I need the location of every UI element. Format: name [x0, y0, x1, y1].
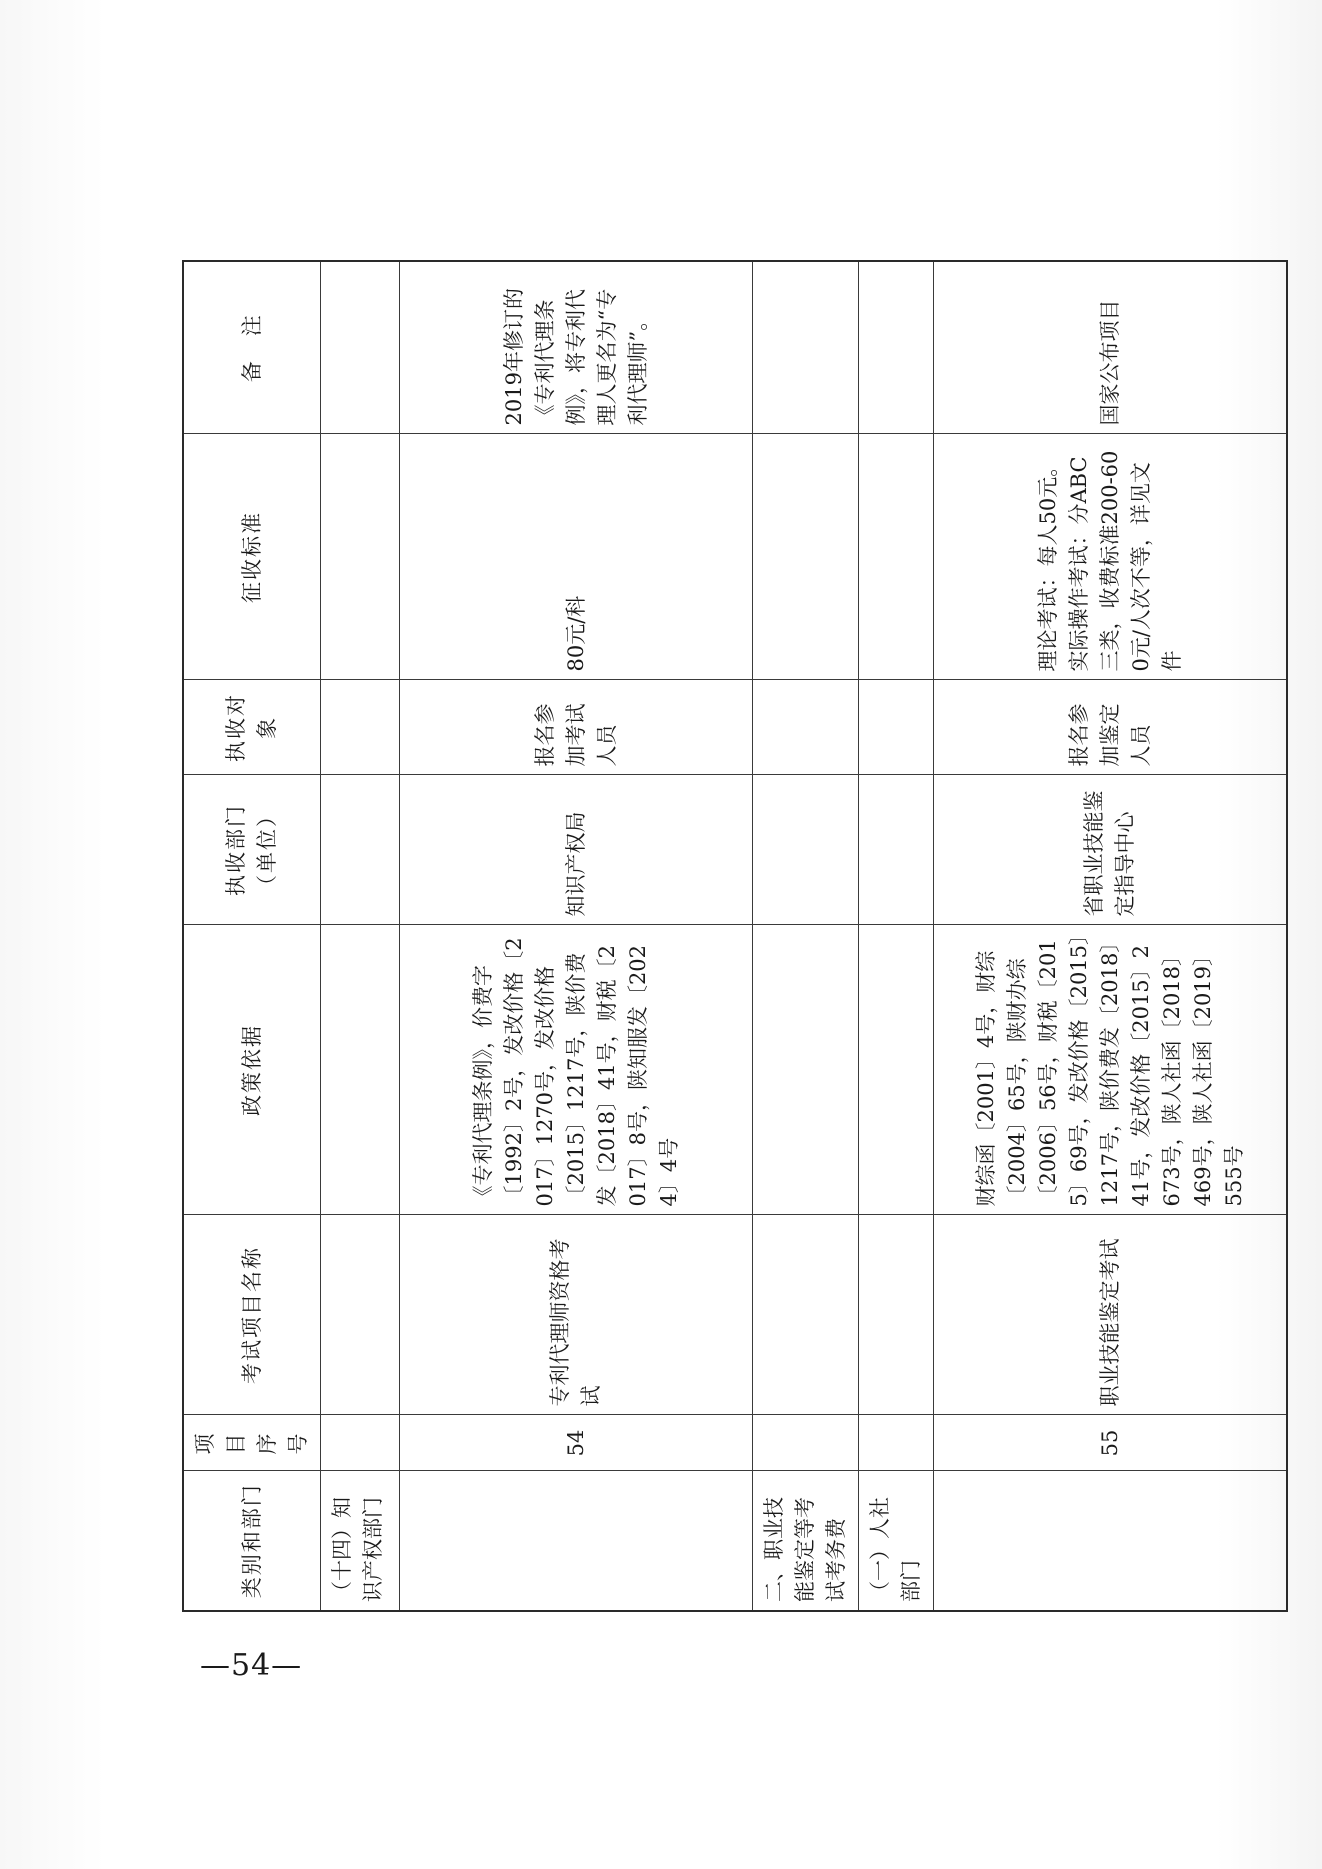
- cell-category: （十四）知识产权部门: [321, 1471, 400, 1611]
- cell-remark: 国家公布项目: [934, 261, 1288, 434]
- cell-dept: [321, 775, 400, 925]
- cell-remark: 2019年修订的《专利代理条例》，将专利代理人更名为“专利代理师”。: [400, 261, 753, 434]
- cell-exam-name: 专利代理师资格考试: [400, 1215, 753, 1415]
- cell-seq: [321, 1415, 400, 1471]
- cell-remark: [321, 261, 400, 434]
- fee-table-rotated: [182, 262, 1246, 1612]
- header-category: 类别和部门: [183, 1471, 321, 1611]
- cell-standard: [321, 434, 400, 680]
- cell-target: [753, 680, 859, 775]
- fee-table: [182, 260, 1288, 1612]
- cell-dept: 省职业技能鉴定指导中心: [934, 775, 1288, 925]
- cell-policy: [859, 925, 934, 1215]
- cell-dept: 知识产权局: [400, 775, 753, 925]
- cell-target: [859, 680, 934, 775]
- table-row: [859, 261, 934, 1611]
- table-row: [400, 261, 753, 1611]
- cell-standard: 80元/科: [400, 434, 753, 680]
- header-standard: 征收标准: [183, 434, 321, 680]
- cell-exam-name: 职业技能鉴定考试: [934, 1215, 1288, 1415]
- cell-category: （一）人社部门: [859, 1471, 934, 1611]
- header-target: 执收对象: [183, 680, 321, 775]
- cell-policy: 财综函〔2001〕4号，财综〔2004〕65号，陕财办综〔2006〕56号，财税〔2015〕69号，发改价格〔2015〕1217号，陕价费发〔2018〕41号，发改价格〔2015〕2673号，陕人社函〔2018〕469号，陕人社函〔2019〕555号: [934, 925, 1288, 1215]
- cell-standard: 理论考试：每人50元。实际操作考试：分ABC三类，收费标准200-600元/人次不等，详见文件: [934, 434, 1288, 680]
- table-row: [934, 261, 1288, 1611]
- header-seq: 项目序号: [183, 1415, 321, 1471]
- cell-seq: [859, 1415, 934, 1471]
- table-header-row: [183, 261, 321, 1611]
- cell-target: 报名参加鉴定人员: [934, 680, 1288, 775]
- cell-standard: [859, 434, 934, 680]
- cell-dept: [753, 775, 859, 925]
- table-row: [753, 261, 859, 1611]
- cell-category: 二、职业技能鉴定等考试考务费: [753, 1471, 859, 1611]
- cell-remark: [753, 261, 859, 434]
- table-row: [321, 261, 400, 1611]
- cell-policy: [753, 925, 859, 1215]
- cell-seq: [753, 1415, 859, 1471]
- cell-seq: 54: [400, 1415, 753, 1471]
- cell-policy: [321, 925, 400, 1215]
- header-dept: 执收部门（单位）: [183, 775, 321, 925]
- cell-exam-name: [753, 1215, 859, 1415]
- cell-standard: [753, 434, 859, 680]
- cell-target: 报名参加考试人员: [400, 680, 753, 775]
- cell-seq: 55: [934, 1415, 1288, 1471]
- page-number: —54—: [200, 1648, 303, 1683]
- cell-dept: [859, 775, 934, 925]
- cell-category: [400, 1471, 753, 1611]
- header-exam-name: 考试项目名称: [183, 1215, 321, 1415]
- cell-remark: [859, 261, 934, 434]
- header-policy: 政策依据: [183, 925, 321, 1215]
- cell-exam-name: [859, 1215, 934, 1415]
- cell-target: [321, 680, 400, 775]
- cell-exam-name: [321, 1215, 400, 1415]
- header-remark: 备 注: [183, 261, 321, 434]
- cell-policy: 《专利代理条例》，价费字〔1992〕2号，发改价格〔2017〕1270号，发改价格〔2015〕1217号，陕价费发〔2018〕41号，财税〔2017〕8号，陕知服发〔2024〕4号: [400, 925, 753, 1215]
- cell-category: [934, 1471, 1288, 1611]
